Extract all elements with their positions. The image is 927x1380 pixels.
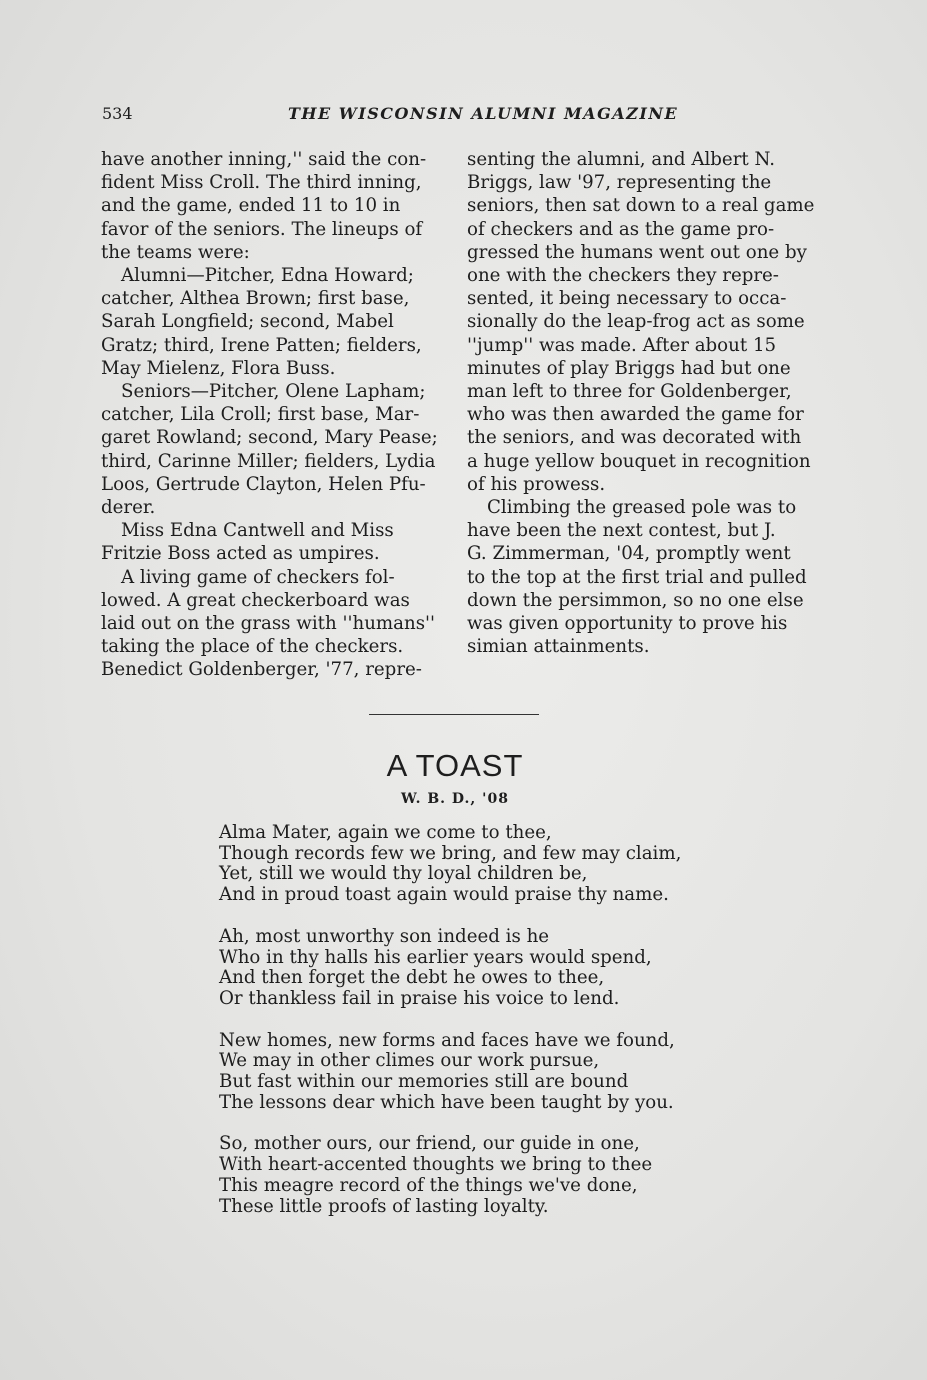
- text-line: gressed the humans went out one by: [467, 241, 807, 263]
- text-line: Alumni—Pitcher, Edna Howard;: [121, 265, 414, 287]
- running-head: THE WISCONSIN ALUMNI MAGAZINE: [288, 104, 679, 123]
- poem-line: And then forget the debt he owes to thee,: [219, 967, 605, 989]
- text-line: Loos, Gertrude Clayton, Helen Pfu-: [101, 473, 426, 495]
- text-line: Climbing the greased pole was to: [487, 497, 797, 519]
- text-line: derer.: [101, 497, 156, 519]
- poem-line: But fast within our memories still are bound: [219, 1071, 629, 1093]
- text-line: garet Rowland; second, Mary Pease;: [101, 427, 438, 449]
- poem-line: These little proofs of lasting loyalty.: [219, 1195, 549, 1217]
- text-line: third, Carinne Miller; fielders, Lydia: [101, 450, 436, 472]
- left-column: [101, 148, 447, 682]
- poem-stanza: [219, 1031, 739, 1114]
- poem-line: We may in other climes our work pursue,: [219, 1050, 600, 1072]
- poem-line: Or thankless fail in praise his voice to lend.: [219, 987, 620, 1009]
- text-line: senting the alumni, and Albert N.: [467, 149, 776, 170]
- page-header: [102, 104, 822, 132]
- page-number: 534: [102, 104, 133, 123]
- text-line: Miss Edna Cantwell and Miss: [121, 520, 394, 542]
- text-line: have another inning,'' said the con-: [101, 149, 427, 170]
- poem-line: New homes, new forms and faces have we found,: [219, 1029, 675, 1051]
- poem-line: Who in thy halls his earlier years would spend,: [219, 946, 652, 968]
- poem-line: This meagre record of the things we've done,: [219, 1174, 638, 1196]
- text-line: the teams were:: [101, 241, 250, 263]
- text-line: catcher, Althea Brown; first base,: [101, 288, 410, 310]
- poem-stanza: [219, 1134, 739, 1217]
- poem-stanza: [219, 823, 739, 906]
- paragraph: [101, 148, 447, 264]
- text-line: to the top at the first trial and pulled: [467, 566, 807, 588]
- text-line: the seniors, and was decorated with: [467, 427, 802, 449]
- text-line: G. Zimmerman, '04, promptly went: [467, 543, 791, 565]
- section-divider: [369, 714, 539, 715]
- text-line: ''jump'' was made. After about 15: [467, 334, 777, 356]
- text-line: Benedict Goldenberger, '77, repre-: [101, 659, 422, 681]
- text-line: A living game of checkers fol-: [121, 566, 395, 588]
- poem-body: [219, 823, 739, 1238]
- text-line: sionally do the leap-frog act as some: [467, 311, 805, 333]
- poem-line: Alma Mater, again we come to thee,: [219, 822, 552, 843]
- text-line: a huge yellow bouquet in recognition: [467, 450, 811, 472]
- text-line: sented, it being necessary to occa-: [467, 288, 787, 310]
- text-line: was given opportunity to prove his: [467, 613, 788, 635]
- text-line: of his prowess.: [467, 473, 606, 495]
- text-line: of checkers and as the game pro-: [467, 218, 775, 240]
- text-line: minutes of play Briggs had but one: [467, 357, 791, 379]
- right-column: [467, 148, 813, 658]
- text-line: seniors, then sat down to a real game: [467, 195, 815, 217]
- text-line: who was then awarded the game for: [467, 404, 804, 426]
- text-line: and the game, ended 11 to 10 in: [101, 195, 401, 217]
- poem-line: And in proud toast again would praise thy name.: [219, 884, 669, 906]
- paragraph: [467, 496, 813, 658]
- poem-line: The lessons dear which have been taught by you.: [219, 1091, 674, 1113]
- text-line: favor of the seniors. The lineups of: [101, 218, 423, 240]
- poem-stanza: [219, 927, 739, 1010]
- text-line: have been the next contest, but J.: [467, 520, 776, 542]
- text-line: Sarah Longfield; second, Mabel: [101, 311, 394, 333]
- paragraph: [467, 148, 813, 496]
- paragraph: [101, 380, 447, 519]
- poem-line: With heart-accented thoughts we bring to thee: [219, 1154, 653, 1176]
- text-line: Gratz; third, Irene Patten; fielders,: [101, 334, 422, 356]
- text-line: fident Miss Croll. The third inning,: [101, 172, 422, 194]
- poem-line: Yet, still we would thy loyal children be,: [219, 863, 588, 885]
- text-line: lowed. A great checkerboard was: [101, 589, 410, 611]
- poem-line: So, mother ours, our friend, our guide in one,: [219, 1133, 640, 1155]
- text-line: laid out on the grass with ''humans'': [101, 613, 436, 635]
- text-line: one with the checkers they repre-: [467, 265, 779, 287]
- text-line: Briggs, law '97, representing the: [467, 172, 772, 194]
- paragraph: [101, 566, 447, 682]
- text-line: Fritzie Boss acted as umpires.: [101, 543, 380, 565]
- text-line: Seniors—Pitcher, Olene Lapham;: [121, 381, 426, 403]
- text-line: down the persimmon, so no one else: [467, 589, 804, 611]
- poem-author: W. B. D., '08: [401, 791, 509, 807]
- poem-line: Though records few we bring, and few may claim,: [219, 842, 682, 864]
- poem-line: Ah, most unworthy son indeed is he: [219, 925, 550, 947]
- text-line: catcher, Lila Croll; first base, Mar-: [101, 404, 420, 426]
- text-line: taking the place of the checkers.: [101, 636, 404, 658]
- text-line: simian attainments.: [467, 636, 650, 658]
- paragraph: [101, 264, 447, 380]
- text-line: May Mielenz, Flora Buss.: [101, 357, 336, 379]
- poem-title: A TOAST: [386, 748, 524, 783]
- paragraph: [101, 519, 447, 565]
- text-line: man left to three for Goldenberger,: [467, 381, 792, 403]
